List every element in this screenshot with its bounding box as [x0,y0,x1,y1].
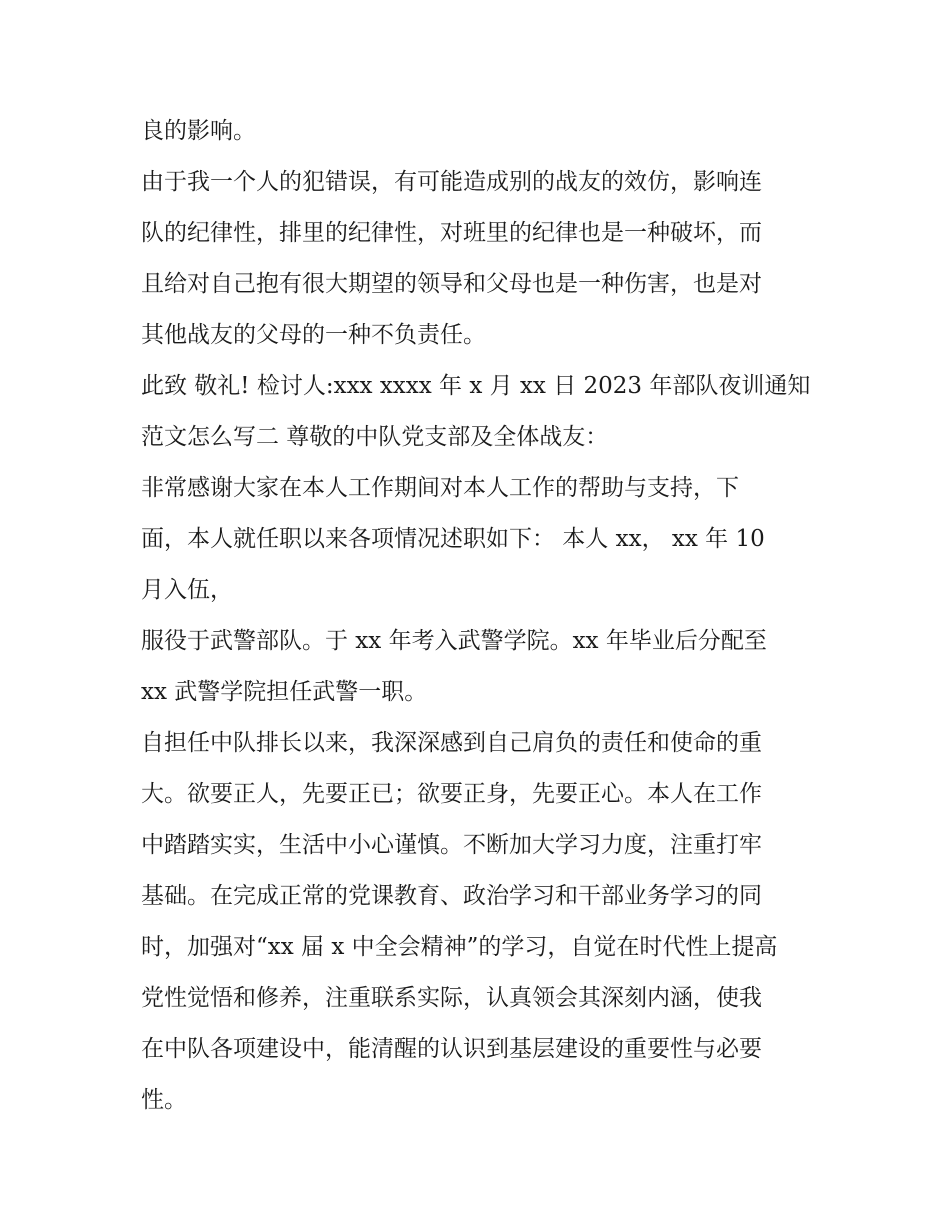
text-line-15: 中踏踏实实，生活中小心谨慎。不断加大学习力度，注重打牢 [141,832,762,858]
text-line-7: 范文怎么写二 尊敬的中队党支部及全体战友： [141,424,609,450]
text-line-6: 此致 敬礼! 检讨人:xxx xxxx 年 x 月 xx 日 2023 年部队夜训通知 [141,373,811,399]
text-line-16: 基础。在完成正常的党课教育、政治学习和干部业务学习的同 [141,883,762,909]
text-line-19: 在中队各项建设中，能清醒的认识到基层建设的重要性与必要 [141,1036,762,1062]
text-line-3: 队的纪律性，排里的纪律性，对班里的纪律也是一种破坏，而 [141,220,762,246]
text-line-18: 党性觉悟和修养，注重联系实际，认真领会其深刻内涵，使我 [141,985,762,1011]
text-line-1: 良的影响。 [141,118,256,144]
text-line-9: 面，本人就任职以来各项情况述职如下： 本人 xx， xx 年 10 [141,526,765,552]
document-body [141,106,831,1126]
text-line-2: 由于我一个人的犯错误，有可能造成别的战友的效仿，影响连 [141,169,762,195]
text-line-14: 大。欲要正人，先要正已；欲要正身，先要正心。本人在工作 [141,781,762,807]
text-line-8: 非常感谢大家在本人工作期间对本人工作的帮助与支持，下 [141,475,739,501]
text-line-12: xx 武警学院担任武警一职。 [141,679,428,705]
text-line-13: 自担任中队排长以来，我深深感到自己肩负的责任和使命的重 [141,730,762,756]
text-line-17: 时，加强对“xx 届 x 中全会精神”的学习，自觉在时代性上提高 [141,934,778,960]
text-line-11: 服役于武警部队。于 xx 年考入武警学院。xx 年毕业后分配至 [141,628,767,654]
text-line-20: 性。 [141,1087,187,1113]
text-line-4: 且给对自己抱有很大期望的领导和父母也是一种伤害，也是对 [141,271,762,297]
text-line-5: 其他战友的父母的一种不负责任。 [141,322,486,348]
text-line-10: 月入伍， [141,577,233,603]
